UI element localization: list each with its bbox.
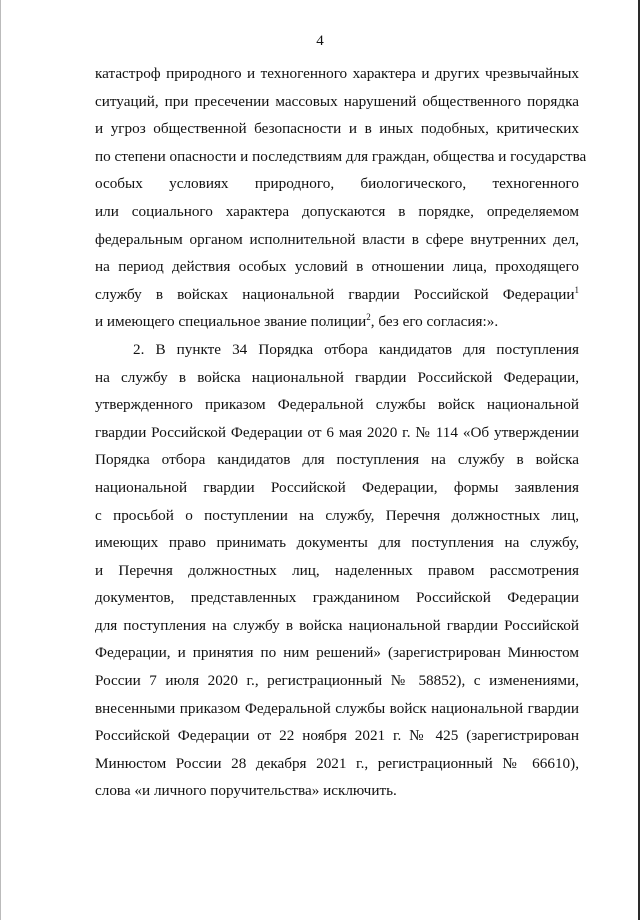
para2-line: Минюстом России 28 декабря 2021 г., регистрационный № 66610), (95, 754, 579, 772)
footnote-marker-1: 1 (574, 284, 579, 295)
para1-line: особых условиях природного, биологического, техногенного (95, 175, 579, 193)
para2-line: Федерации, и принятия по ним решений» (зарегистрирован Минюстом (95, 644, 579, 662)
line-10-after: , без его согласия:». (370, 313, 499, 331)
para2-line: утвержденного приказом Федеральной службы войск национальной (95, 396, 579, 414)
paragraph-1-line-10 (95, 308, 579, 336)
para1-line: на период действия особых условий в отношении лица, проходящего (95, 258, 579, 276)
para2-line: Порядка отбора кандидатов для поступления на службу в войска (95, 451, 579, 469)
paragraph-1 (95, 60, 587, 281)
scan-left-edge (0, 0, 1, 920)
para2-line: национальной гвардии Российской Федерации, формы заявления (95, 478, 579, 496)
para2-line: имеющих право принимать документы для поступления на службу, (95, 534, 579, 552)
para2-line: внесенными приказом Федеральной службы войск национальной гвардии (95, 699, 579, 717)
para1-line: катастроф природного и техногенного характера и других чрезвычайных (95, 65, 579, 82)
para2-line: слова «и личного поручительства» исключить. (95, 782, 397, 800)
para2-line: документов, представленных гражданином Российской Федерации (95, 589, 579, 607)
page-number: 4 (316, 33, 324, 49)
document-body (95, 60, 587, 805)
para1-line: федеральным органом исполнительной власти в сфере внутренних дел, (95, 230, 579, 248)
para2-line: и Перечня должностных лиц, наделенных правом рассмотрения (95, 561, 579, 579)
para2-line: на службу в войска национальной гвардии Российской Федерации, (95, 368, 579, 386)
para1-line: и угроз общественной безопасности и в иных подобных, критических (95, 120, 579, 138)
para1-line: по степени опасности и последствиям для граждан, общества и государства (95, 147, 587, 165)
para2-line: 2. В пункте 34 Порядка отбора кандидатов для поступления (133, 340, 579, 358)
para1-line: или социального характера допускаются в порядке, определяемом (95, 202, 579, 220)
para2-line: гвардии Российской Федерации от 6 мая 2020 г. № 114 «Об утверждении (95, 423, 579, 441)
para2-line: с просьбой о поступлении на службу, Перечня должностных лиц, (95, 506, 579, 524)
footnote-marker-2: 2 (366, 312, 371, 323)
para2-line: Российской Федерации от 22 ноября 2021 г. № 425 (зарегистрирован (95, 727, 579, 745)
paragraph-1-line-9 (95, 281, 579, 309)
line-9-text: службу в войсках национальной гвардии Российской Федерации (95, 285, 575, 303)
para2-line: для поступления на службу в войска национальной гвардии Российской (95, 616, 579, 634)
line-10-before: и имеющего специальное звание полиции (95, 313, 367, 331)
para1-line: ситуаций, при пресечении массовых нарушений общественного порядка (95, 92, 579, 110)
paragraph-2 (95, 336, 579, 805)
para2-line: России 7 июля 2020 г., регистрационный № 58852), с изменениями, (95, 672, 579, 690)
